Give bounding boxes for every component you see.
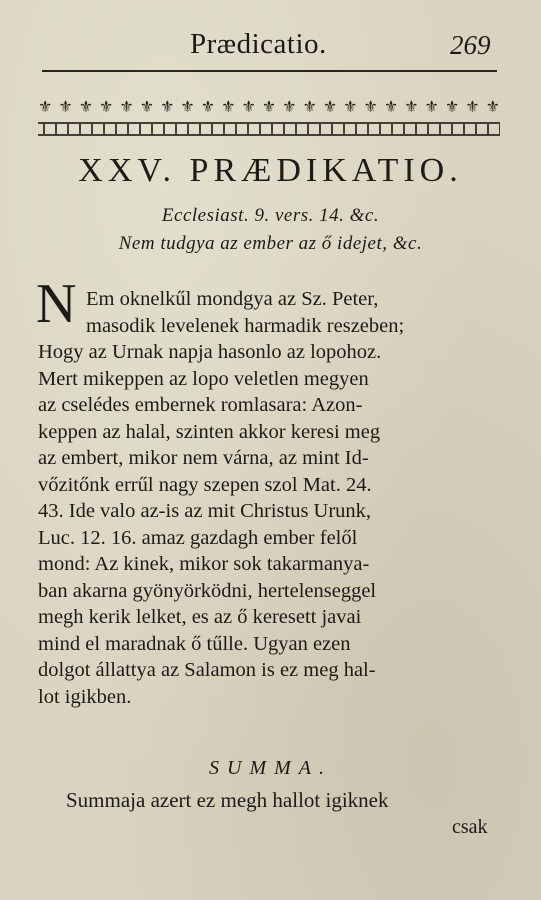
body-line: 43. Ide valo az-is az mit Christus Urunk, xyxy=(38,500,372,522)
running-title: Prædicatio. xyxy=(190,28,327,60)
catchword: csak xyxy=(452,816,488,838)
fleuron-icon: ⚜ xyxy=(404,97,419,116)
fleuron-icon: ⚜ xyxy=(58,97,73,116)
body-line: az cselédes embernek romlasara: Azon- xyxy=(38,394,363,416)
body-line: Em oknelkűl mondgya az Sz. Peter, xyxy=(86,288,379,310)
scripture-reference: Ecclesiast. 9. vers. 14. &c. xyxy=(161,205,380,226)
body-line: masodik levelenek harmadik reszeben; xyxy=(86,314,405,337)
fleuron-icon: ⚜ xyxy=(221,97,236,116)
body-line: Hogy az Urnak napja hasonlo az lopohoz. xyxy=(38,341,382,363)
fleuron-icon: ⚜ xyxy=(139,97,155,116)
fleuron-icon: ⚜ xyxy=(160,97,175,116)
body-line: Luc. 12. 16. amaz gazdagh ember felől xyxy=(38,526,358,549)
fleuron-icon: ⚜ xyxy=(180,97,195,116)
page-number: 269 xyxy=(450,30,491,60)
fleuron-icon: ⚜ xyxy=(38,97,53,116)
fleuron-icon: ⚜ xyxy=(485,97,500,116)
summa-line: Summaja azert ez megh hallot igiknek xyxy=(66,788,389,812)
body-line: lot igikben. xyxy=(38,685,132,708)
fleuron-icon: ⚜ xyxy=(78,97,94,116)
body-line: az embert, mikor nem várna, az mint Id- xyxy=(38,447,369,469)
body-line: dolgot állattya az Salamon is ez meg hal- xyxy=(38,659,376,681)
drop-cap: N xyxy=(36,273,77,335)
fleuron-icon: ⚜ xyxy=(302,97,317,116)
body-line: megh kerik lelket, es az ő keresett javai xyxy=(38,606,362,628)
running-head xyxy=(0,28,541,68)
fleuron-icon: ⚜ xyxy=(444,97,460,116)
fleuron-icon: ⚜ xyxy=(241,97,256,116)
ornament-border xyxy=(38,122,500,136)
fleuron-icon: ⚜ xyxy=(261,97,277,116)
body-line: ban akarna gyönyörködni, hertelenseggel xyxy=(38,579,377,602)
theme-verse: Nem tudgya az ember az ő idejet, &c. xyxy=(118,233,423,254)
fleuron-icon: ⚜ xyxy=(363,97,378,116)
fleuron-icon: ⚜ xyxy=(119,97,134,116)
body-line: keppen az halal, szinten akkor keresi meg xyxy=(38,420,381,443)
fleuron-row xyxy=(38,96,500,118)
body-line: mind el maradnak ő tűlle. Ugyan ezen xyxy=(38,632,351,655)
body-line: mond: Az kinek, mikor sok takarmanya- xyxy=(38,553,370,575)
fleuron-icon: ⚜ xyxy=(282,97,297,116)
header-rule xyxy=(42,70,497,72)
body-line: Mert mikeppen az lopo veletlen megyen xyxy=(38,367,369,390)
sermon-heading: XXV. PRÆDIKATIO. xyxy=(78,152,463,189)
fleuron-icon: ⚜ xyxy=(99,97,114,116)
body-line: vőzitőnk errűl nagy szepen szol Mat. 24. xyxy=(38,473,372,496)
body-text xyxy=(38,286,500,710)
fleuron-icon: ⚜ xyxy=(343,97,358,116)
summa-heading: SUMMA. xyxy=(209,757,332,779)
fleuron-icon: ⚜ xyxy=(200,97,216,116)
ornamental-band xyxy=(38,96,500,138)
fleuron-icon: ⚜ xyxy=(465,97,480,116)
fleuron-icon: ⚜ xyxy=(322,97,338,116)
fleuron-icon: ⚜ xyxy=(424,97,439,116)
fleuron-icon: ⚜ xyxy=(383,97,399,116)
